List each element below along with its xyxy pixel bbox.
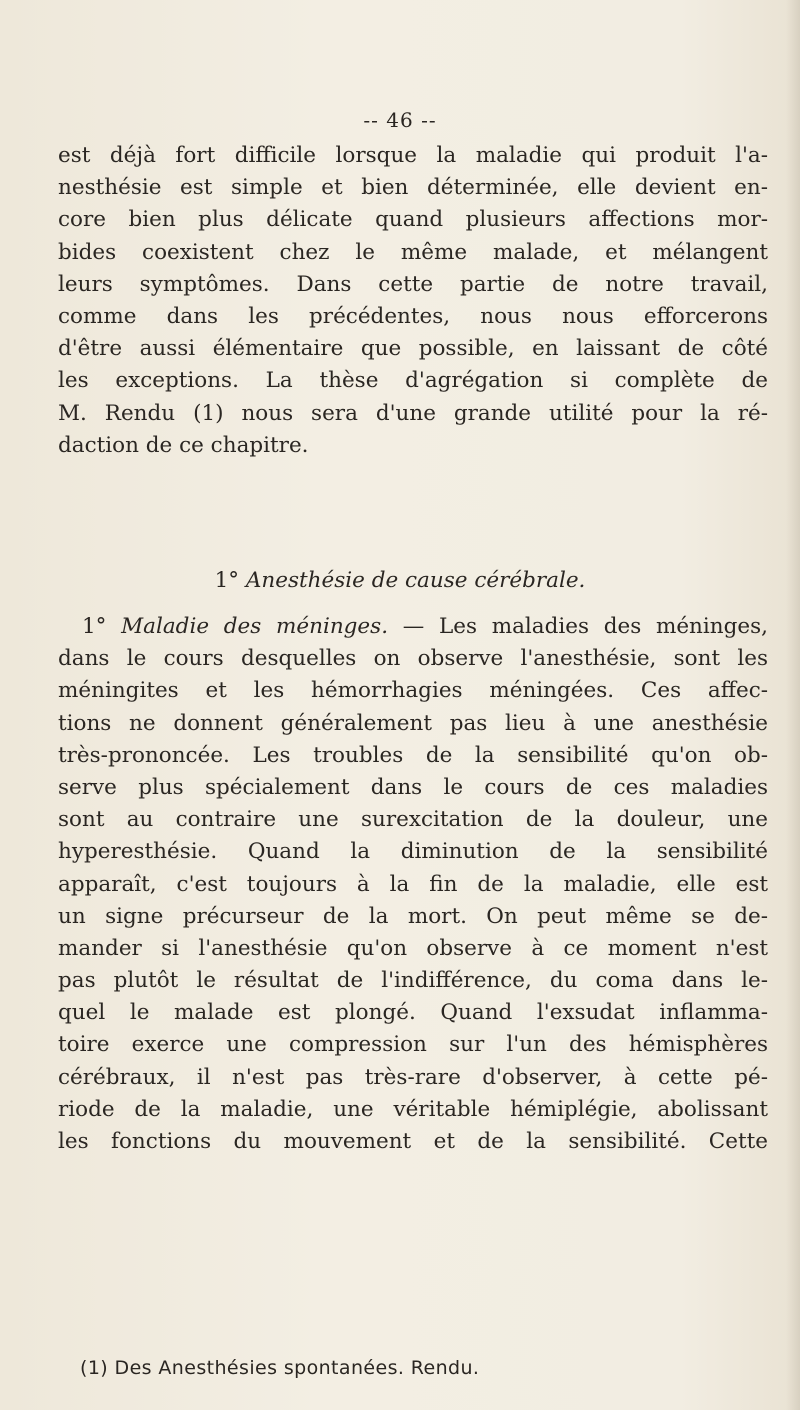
paragraph-line: très-prononcée. Les troubles de la sensibilité qu'on ob-: [58, 742, 768, 768]
paragraph-line: serve plus spécialement dans le cours de ces maladies: [58, 774, 768, 800]
paragraph-line: apparaît, c'est toujours à la fin de la maladie, elle est: [58, 871, 768, 897]
paragraph-line: leurs symptômes. Dans cette partie de notre travail,: [58, 271, 768, 297]
paragraph-meninges: [58, 611, 768, 1158]
paragraph-line: cérébraux, il n'est pas très-rare d'observer, à cette pé-: [58, 1064, 768, 1090]
paragraph-line: les exceptions. La thèse d'agrégation si complète de: [58, 368, 768, 394]
paragraph-line: mander si l'anesthésie qu'on observe à ce moment n'est: [58, 935, 768, 961]
paragraph-line: toire exerce une compression sur l'un des hémisphères: [58, 1032, 768, 1058]
paragraph-line: daction de ce chapitre.: [58, 432, 309, 458]
paragraph-line: dans le cours desquelles on observe l'anesthésie, sont les: [58, 646, 768, 672]
paragraph-line: les fonctions du mouvement et de la sensibilité. Cette: [58, 1129, 768, 1154]
paragraph-intro: [58, 140, 768, 462]
section-title: [0, 568, 800, 593]
paragraph-line: core bien plus délicate quand plusieurs affections mor-: [58, 207, 768, 233]
subsection-title: Maladie des méninges.: [121, 614, 389, 639]
page-number: -- 46 --: [363, 108, 437, 132]
paragraph-line: quel le malade est plongé. Quand l'exsudat inflamma-: [58, 1000, 768, 1026]
paragraph-line: riode de la maladie, une véritable hémiplégie, abolissant: [58, 1096, 768, 1122]
paragraph-line: pas plutôt le résultat de l'indifférence, du coma dans le-: [58, 968, 768, 994]
paragraph-line: d'être aussi élémentaire que possible, en laissant de côté: [58, 336, 768, 362]
paragraph-line: M. Rendu (1) nous sera d'une grande utilité pour la ré-: [58, 400, 768, 426]
paragraph-line: bides coexistent chez le même malade, et mélangent: [58, 239, 768, 265]
paragraph-line: nesthésie est simple et bien déterminée, elle devient en-: [58, 175, 768, 201]
page-edge-shadow: [786, 0, 800, 1410]
section-number: 1°: [214, 568, 240, 593]
paragraph-line: tions ne donnent généralement pas lieu à une anesthésie: [58, 710, 768, 736]
paragraph-line: [58, 611, 768, 643]
section-title-text: Anesthésie de cause cérébrale.: [245, 568, 586, 593]
paragraph-line: comme dans les précédentes, nous nous efforcerons: [58, 303, 768, 329]
paragraph-line: est déjà fort difficile lorsque la maladie qui produit l'a-: [58, 143, 768, 168]
paragraph-line: sont au contraire une surexcitation de la douleur, une: [58, 807, 768, 833]
paragraph-line: un signe précurseur de la mort. On peut même se de-: [58, 903, 768, 929]
footnote: (1) Des Anesthésies spontanées. Rendu.: [80, 1357, 480, 1379]
paragraph-line: hyperesthésie. Quand la diminution de la sensibilité: [58, 839, 768, 865]
subsection-number: 1°: [82, 614, 107, 639]
paragraph-line: méningites et les hémorrhagies méningées. Ces affec-: [58, 678, 768, 704]
subsection-line-rest: — Les maladies des méninges,: [388, 614, 768, 639]
